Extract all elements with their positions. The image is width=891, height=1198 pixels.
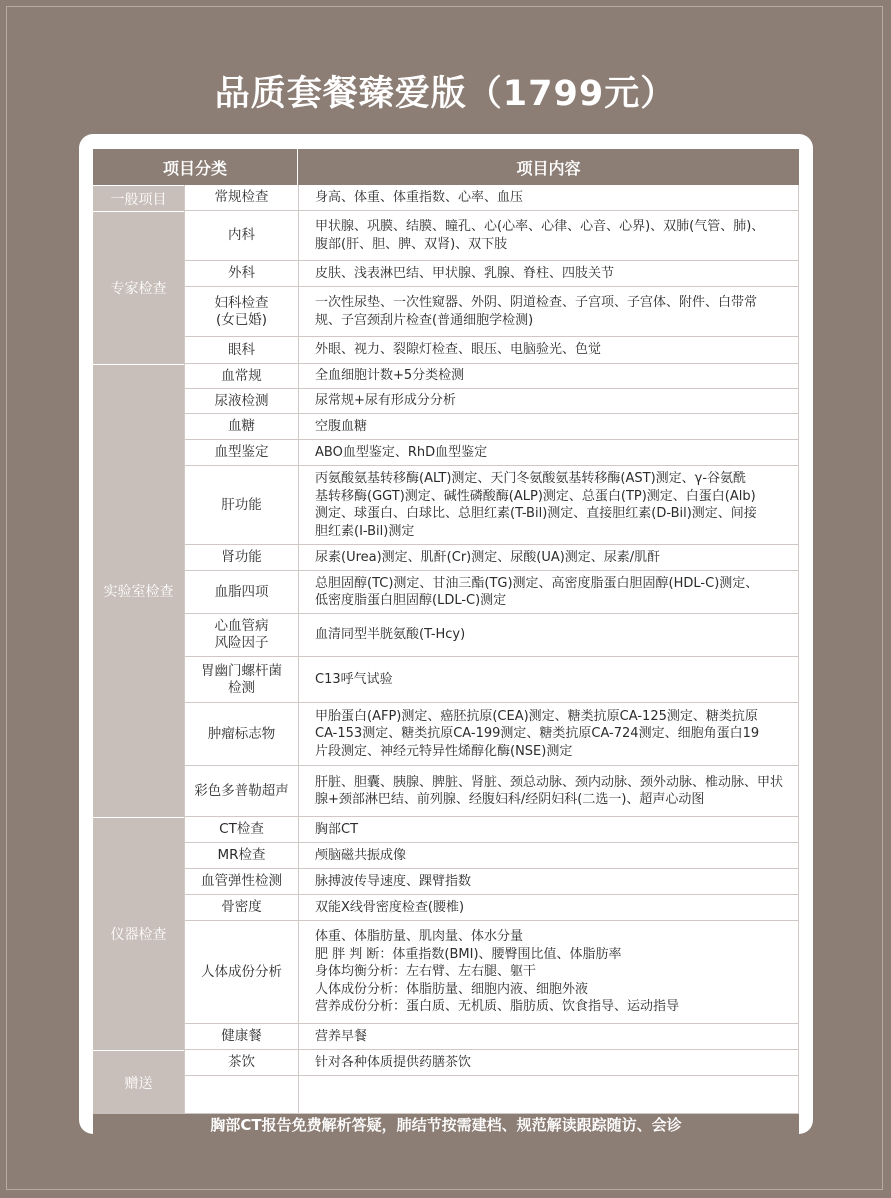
- item-name: 妇科检查 (女已婚): [184, 287, 298, 337]
- item-name: 茶饮: [184, 1050, 298, 1076]
- item-name: 内科: [184, 211, 298, 261]
- item-name: 肾功能: [184, 545, 298, 571]
- item-content: 脉搏波传导速度、踝臂指数: [298, 869, 799, 895]
- header-content: 项目内容: [298, 149, 799, 185]
- item-content: 全血细胞计数+5分类检测: [298, 364, 799, 389]
- item-content: 甲状腺、巩膜、结膜、瞳孔、心(心率、心律、心音、心界)、双肺(气管、肺)、 腹部(肝、胆、脾、双肾)、双下肢: [298, 211, 799, 261]
- item-name: 血脂四项: [184, 571, 298, 614]
- package-table: [93, 149, 799, 1135]
- header-category: 项目分类: [93, 149, 298, 185]
- item-name: CT检查: [184, 817, 298, 843]
- item-content: 尿常规+尿有形成分分析: [298, 389, 799, 414]
- item-content: 一次性尿垫、一次性窥器、外阴、阴道检查、子宫项、子宫体、附件、白带常 规、子宫颈刮片检查(普通细胞学检测): [298, 287, 799, 337]
- item-name: 心血管病 风险因子: [184, 614, 298, 657]
- item-name: MR检查: [184, 843, 298, 869]
- category-lab: 实验室检查: [93, 364, 184, 817]
- page-title: 品质套餐臻爱版（1799元）: [214, 74, 677, 114]
- item-name: 肝功能: [184, 466, 298, 545]
- item-content: 体重、体脂肪量、肌肉量、体水分量 肥 胖 判 断：体重指数(BMI)、腰臀围比值、体脂肪率 身体均衡分析：左右臂、左右腿、躯干 人体成份分析：体脂肪量、细胞内液、细胞外液 营养成份分析：蛋白质、无机质、脂肪质、饮食指导、运动指导: [298, 921, 799, 1024]
- item-content: 总胆固醇(TC)测定、甘油三酯(TG)测定、高密度脂蛋白胆固醇(HDL-C)测定、 低密度脂蛋白胆固醇(LDL-C)测定: [298, 571, 799, 614]
- item-content: 胸部CT: [298, 817, 799, 843]
- item-name: 血管弹性检测: [184, 869, 298, 895]
- item-name: 骨密度: [184, 895, 298, 921]
- item-content: 甲胎蛋白(AFP)测定、癌胚抗原(CEA)测定、糖类抗原CA-125测定、糖类抗原 CA-153测定、糖类抗原CA-199测定、糖类抗原CA-724测定、细胞角蛋白19 片段测定、神经元特异性烯醇化酶(NSE)测定: [298, 703, 799, 766]
- item-content: 肝脏、胆囊、胰腺、脾脏、肾脏、颈总动脉、颈内动脉、颈外动脉、椎动脉、甲状 腺+颈部淋巴结、前列腺、经腹妇科/经阴妇科(二选一)、超声心动图: [298, 766, 799, 817]
- item-content: ABO血型鉴定、RhD血型鉴定: [298, 440, 799, 466]
- item-name: 血糖: [184, 414, 298, 440]
- item-name: 人体成份分析: [184, 921, 298, 1024]
- item-content: 外眼、视力、裂隙灯检查、眼压、电脑验光、色觉: [298, 337, 799, 364]
- category-expert: 专家检查: [93, 211, 184, 364]
- item-name: 彩色多普勒超声: [184, 766, 298, 817]
- item-name: [184, 1076, 298, 1114]
- item-content: 尿素(Urea)测定、肌酐(Cr)测定、尿酸(UA)测定、尿素/肌酐: [298, 545, 799, 571]
- item-name: 胃幽门螺杆菌 检测: [184, 657, 298, 703]
- item-content: 皮肤、浅表淋巴结、甲状腺、乳腺、脊柱、四肢关节: [298, 261, 799, 287]
- item-name: 血常规: [184, 364, 298, 389]
- item-name: 肿瘤标志物: [184, 703, 298, 766]
- item-name: 血型鉴定: [184, 440, 298, 466]
- item-name: 眼科: [184, 337, 298, 364]
- item-name: 健康餐: [184, 1024, 298, 1050]
- item-content: C13呼气试验: [298, 657, 799, 703]
- category-gift: 赠送: [93, 1050, 184, 1114]
- item-content: 营养早餐: [298, 1024, 799, 1050]
- category-instrument: 仪器检查: [93, 817, 184, 1050]
- item-content: 丙氨酸氨基转移酶(ALT)测定、天门冬氨酸氨基转移酶(AST)测定、γ-谷氨酰 基转移酶(GGT)测定、碱性磷酸酶(ALP)测定、总蛋白(TP)测定、白蛋白(Alb) 测定、球蛋白、白球比、总胆红素(T-Bil)测定、直接胆红素(D-Bil)测定、间接 胆红素(I-Bil)测定: [298, 466, 799, 545]
- item-content: 血清同型半胱氨酸(T-Hcy): [298, 614, 799, 657]
- footer-note: 胸部CT报告免费解析答疑，肺结节按需建档、规范解读跟踪随访、会诊: [93, 1114, 799, 1135]
- item-content: 双能X线骨密度检查(腰椎): [298, 895, 799, 921]
- category-general: 一般项目: [93, 185, 184, 211]
- item-name: 尿液检测: [184, 389, 298, 414]
- item-content: 针对各种体质提供药膳茶饮: [298, 1050, 799, 1076]
- item-content: [298, 1076, 799, 1114]
- item-content: 身高、体重、体重指数、心率、血压: [298, 185, 799, 211]
- item-content: 空腹血糖: [298, 414, 799, 440]
- item-content: 颅脑磁共振成像: [298, 843, 799, 869]
- item-name: 常规检查: [184, 185, 298, 211]
- item-name: 外科: [184, 261, 298, 287]
